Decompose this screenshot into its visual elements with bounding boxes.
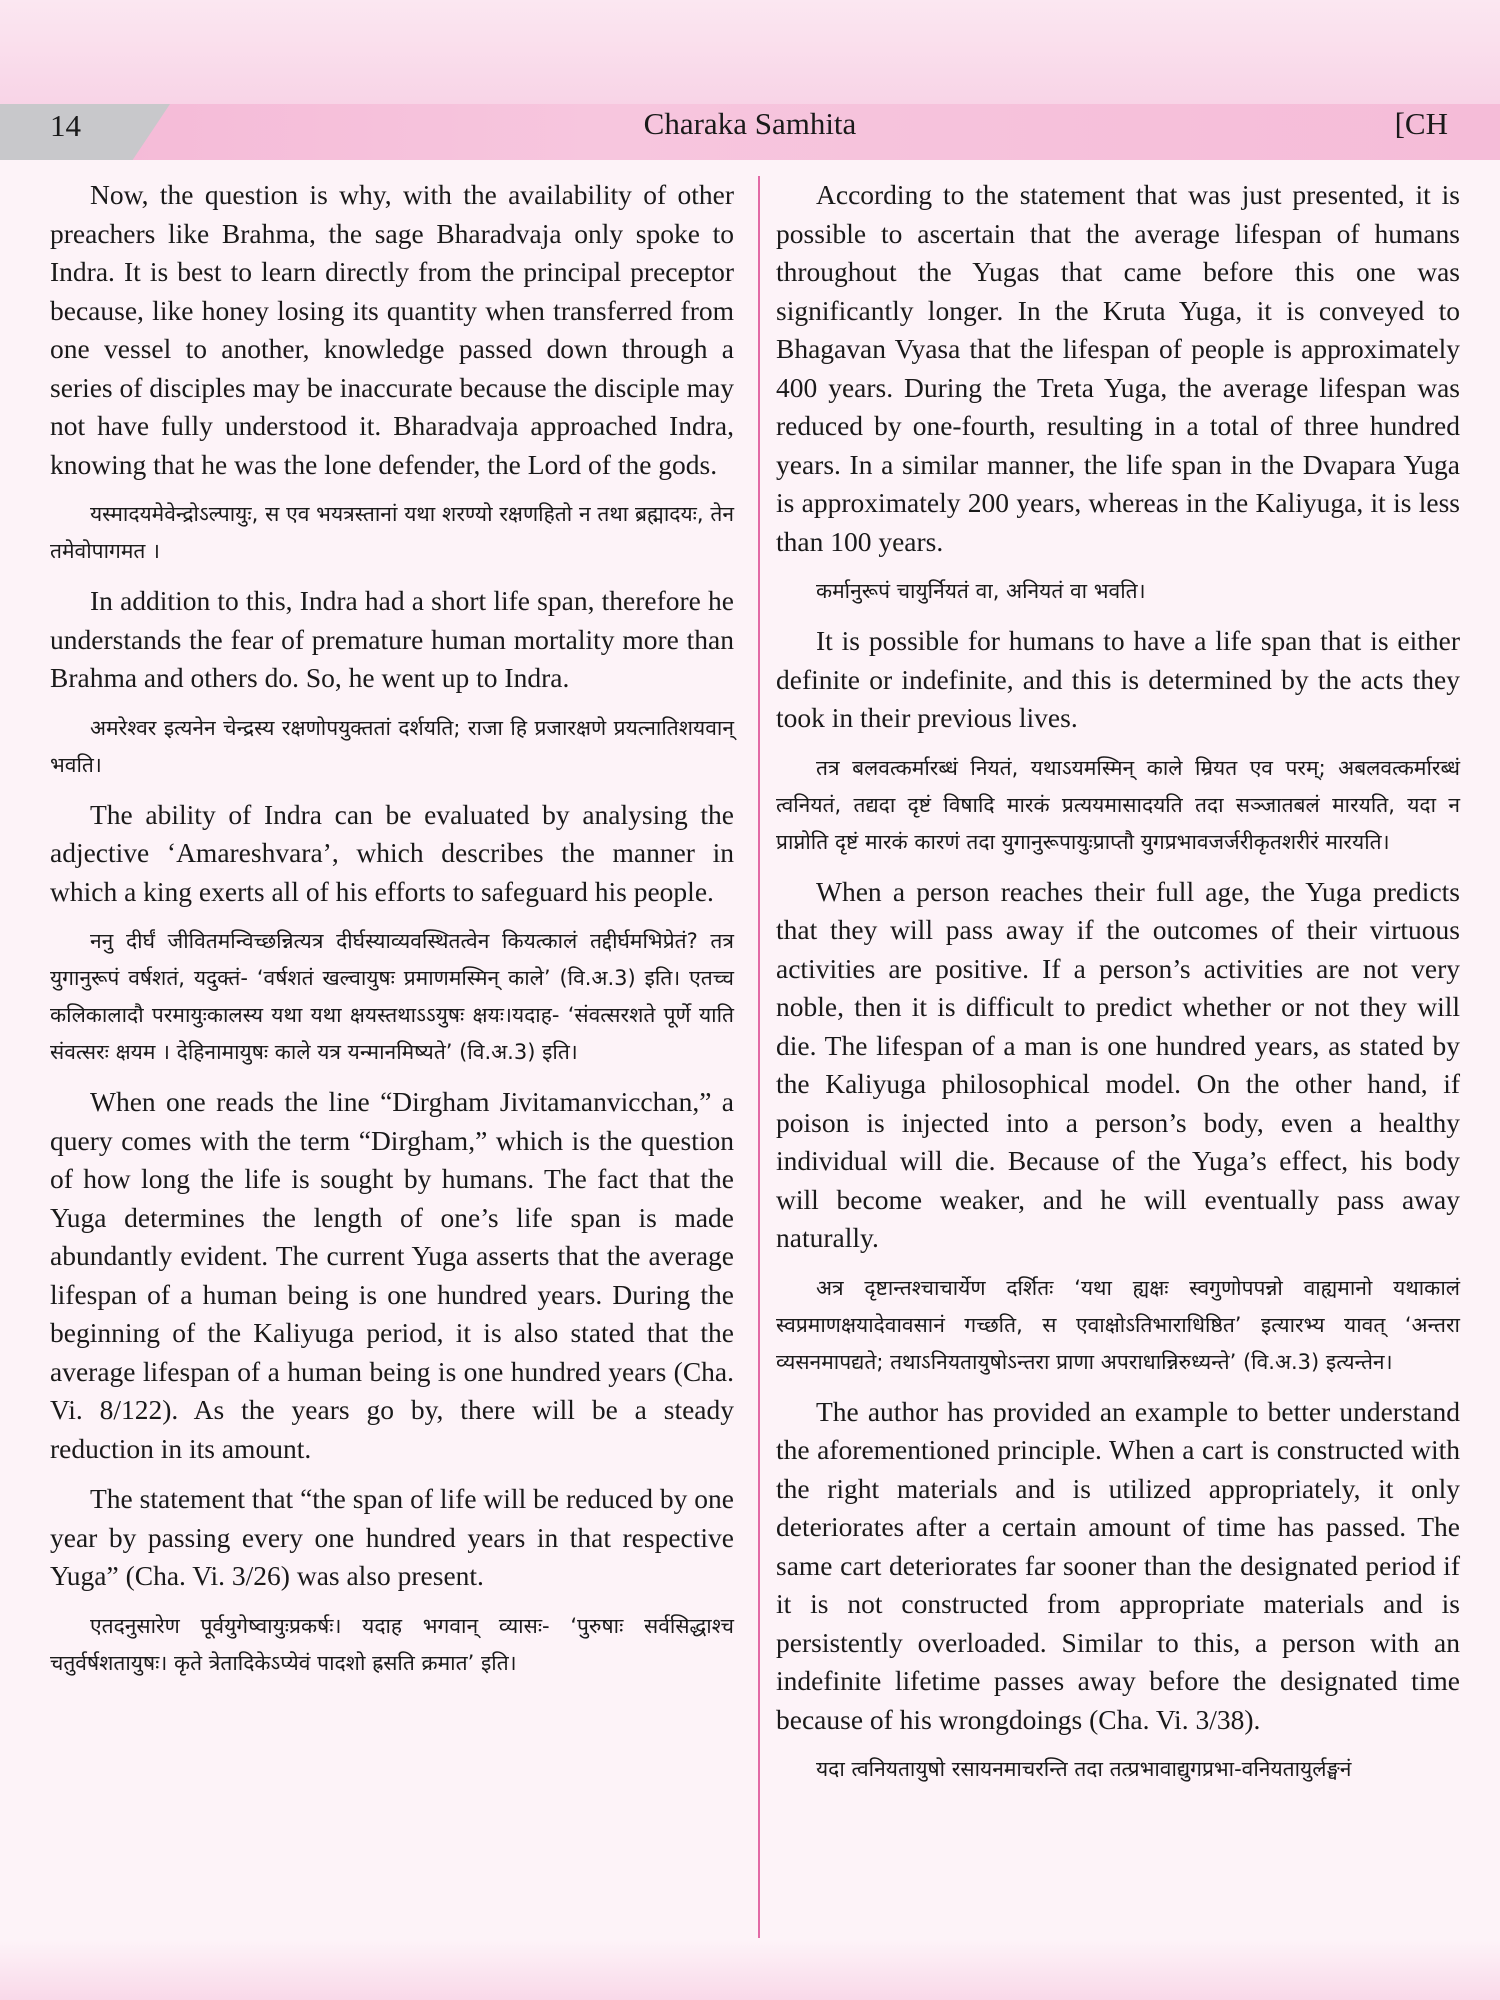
- bottom-decorative-band: [0, 1940, 1500, 2000]
- paragraph-english: In addition to this, Indra had a short life span, therefore he understands the fear of premature human mortality more than Brahma and others do. So, he went up to Indra.: [50, 585, 734, 693]
- column-divider: [758, 176, 760, 1938]
- paragraph-sanskrit: यस्मादयमेवेन्द्रोऽल्पायुः, स एव भयत्रस्तानां यथा शरण्यो रक्षणहितो न तथा ब्रह्मादयः, तेन तमेवोपागमत ।: [50, 502, 734, 563]
- page-number: 14: [50, 108, 81, 143]
- paragraph-sanskrit: अत्र दृष्टान्तश्चाचार्येण दर्शितः ‘यथा ह्यक्षः स्वगुणोपपन्नो वाह्यमानो यथाकालं स्वप्रमाणक्षयादेवावसानं गच्छति, स एवाक्षोऽतिभाराधिष्ठित’ इत्यारभ्य यावत् ‘अन्तरा व्यसनमापद्यते; तथाऽनियतायुषोऽन्तरा प्राणा अपराधान्निरुध्यन्ते’ (वि.अ.3) इत्यन्तेन।: [776, 1275, 1460, 1374]
- paragraph-english: Now, the question is why, with the availability of other preachers like Brahma, the sage Bharadvaja only spoke to Indra. It is best to learn directly from the principal preceptor because, like honey losing its quantity when transferred from one vessel to another, knowledge passed down through a series of disciples may be inaccurate because the disciple may not have fully understood it. Bharadvaja approached Indra, knowing that he was the lone defender, the Lord of the gods.: [50, 179, 734, 480]
- paragraph-sanskrit: यदा त्वनियतायुषो रसायनमाचरन्ति तदा तत्प्रभावाद्युगप्रभा-वनियतायुर्लङ्घनं: [816, 1757, 1352, 1781]
- paragraph-sanskrit: तत्र बलवत्कर्मारब्धं नियतं, यथाऽयमस्मिन् काले म्रियत एव परम्; अबलवत्कर्मारब्धं त्वनियतं, तद्यदा दृष्टं विषादि मारकं प्रत्ययमासादयति तदा सञ्जातबलं मारयति, यदा न प्राप्नोति दृष्टं मारकं कारणं तदा युगानुरूपायुःप्राप्तौ युगप्रभावजर्जरीकृतशरीरं मारयति।: [776, 755, 1460, 854]
- paragraph-sanskrit: एतदनुसारेण पूर्वयुगेष्वायुःप्रकर्षः। यदाह भगवान् व्यासः- ‘पुरुषाः सर्वसिद्धाश्च चतुर्वर्षशतायुषः। कृते त्रेतादिकेऽप्येवं पादशो ह्रसति क्रमात’ इति।: [50, 1613, 734, 1675]
- left-column: [50, 176, 734, 1694]
- paragraph-sanskrit: ननु दीर्घं जीवितमन्विच्छन्नित्यत्र दीर्घस्याव्यवस्थितत्वेन कियत्कालं तद्दीर्घमभिप्रेतं? तत्र युगानुरूपं वर्षशतं, यदुक्तं- ‘वर्षशतं खल्वायुषः प्रमाणमस्मिन् काले’ (वि.अ.3) इति। एतच्च कलिकालादौ परमायुःकालस्य यथा यथा क्षयस्तथाऽऽयुषः क्षयः।यदाह- ‘संवत्सरशते पूर्णे याति संवत्सरः क्षयम । देहिनामायुषः काले यत्र यन्मानमिष्यते’ (वि.अ.3) इति।: [50, 929, 734, 1064]
- paragraph-english: According to the statement that was just presented, it is possible to ascertain that the average lifespan of humans throughout the Yugas that came before this one was significantly longer. In the Kruta Yuga, it is conveyed to Bhagavan Vyasa that the lifespan of people is approximately 400 years. During the Treta Yuga, the average lifespan was reduced by one-fourth, resulting in a total of three hundred years. In a similar manner, the life span in the Dvapara Yuga is approximately 200 years, whereas in the Kaliyuga, it is less than 100 years.: [776, 179, 1460, 557]
- paragraph-sanskrit: अमरेश्वर इत्यनेन चेन्द्रस्य रक्षणोपयुक्ततां दर्शयति; राजा हि प्रजारक्षणे प्रयत्नातिशयवान् भवति।: [50, 715, 734, 777]
- paragraph-english: When one reads the line “Dirgham Jivitamanvicchan,” a query comes with the term “Dirgham,” which is the question of how long the life is sought by humans. The fact that the Yuga determines the length of one’s life span is made abundantly evident. The current Yuga asserts that the average lifespan of a human being is one hundred years. During the beginning of the Kaliyuga period, it is also stated that the average lifespan of a human being is one hundred years (Cha. Vi. 8/122). As the years go by, there will be a steady reduction in its amount.: [50, 1086, 734, 1464]
- paragraph-sanskrit: कर्मानुरूपं चायुर्नियतं वा, अनियतं वा भवति।: [816, 579, 1146, 603]
- paragraph-english: When a person reaches their full age, the Yuga predicts that they will pass away if the outcomes of their virtuous activities are positive. If a person’s activities are not very noble, then it is difficult to predict whether or not they will die. The lifespan of a man is one hundred years, as stated by the Kaliyuga philosophical model. On the other hand, if poison is injected into a person’s body, even a healthy individual will die. Because of the Yuga’s effect, his body will become weaker, and he will eventually pass away naturally.: [776, 875, 1460, 1253]
- paragraph-english: The author has provided an example to better understand the aforementioned principle. When a cart is constructed with the right materials and is utilized appropriately, it only deteriorates after a certain amount of time has passed. The same cart deteriorates far sooner than the designated period if it is not constructed from appropriate materials and is persistently overloaded. Similar to this, a person with an indefinite lifetime passes away before the designated time because of his wrongdoings (Cha. Vi. 3/38).: [776, 1395, 1460, 1735]
- running-title: Charaka Samhita: [643, 106, 857, 141]
- chapter-mark: [CH: [1394, 106, 1448, 141]
- paragraph-english: It is possible for humans to have a life span that is either definite or indefinite, and this is determined by the acts they took in their previous lives.: [776, 625, 1460, 733]
- paragraph-english: The ability of Indra can be evaluated by analysing the adjective ‘Amareshvara’, which describes the manner in which a king exerts all of his efforts to safeguard his people.: [50, 798, 734, 907]
- paragraph-english: The statement that “the span of life will be reduced by one year by passing every one hundred years in that respective Yuga” (Cha. Vi. 3/26) was also present.: [50, 1483, 734, 1591]
- right-column: [776, 176, 1460, 1800]
- top-decorative-band: [0, 0, 1500, 110]
